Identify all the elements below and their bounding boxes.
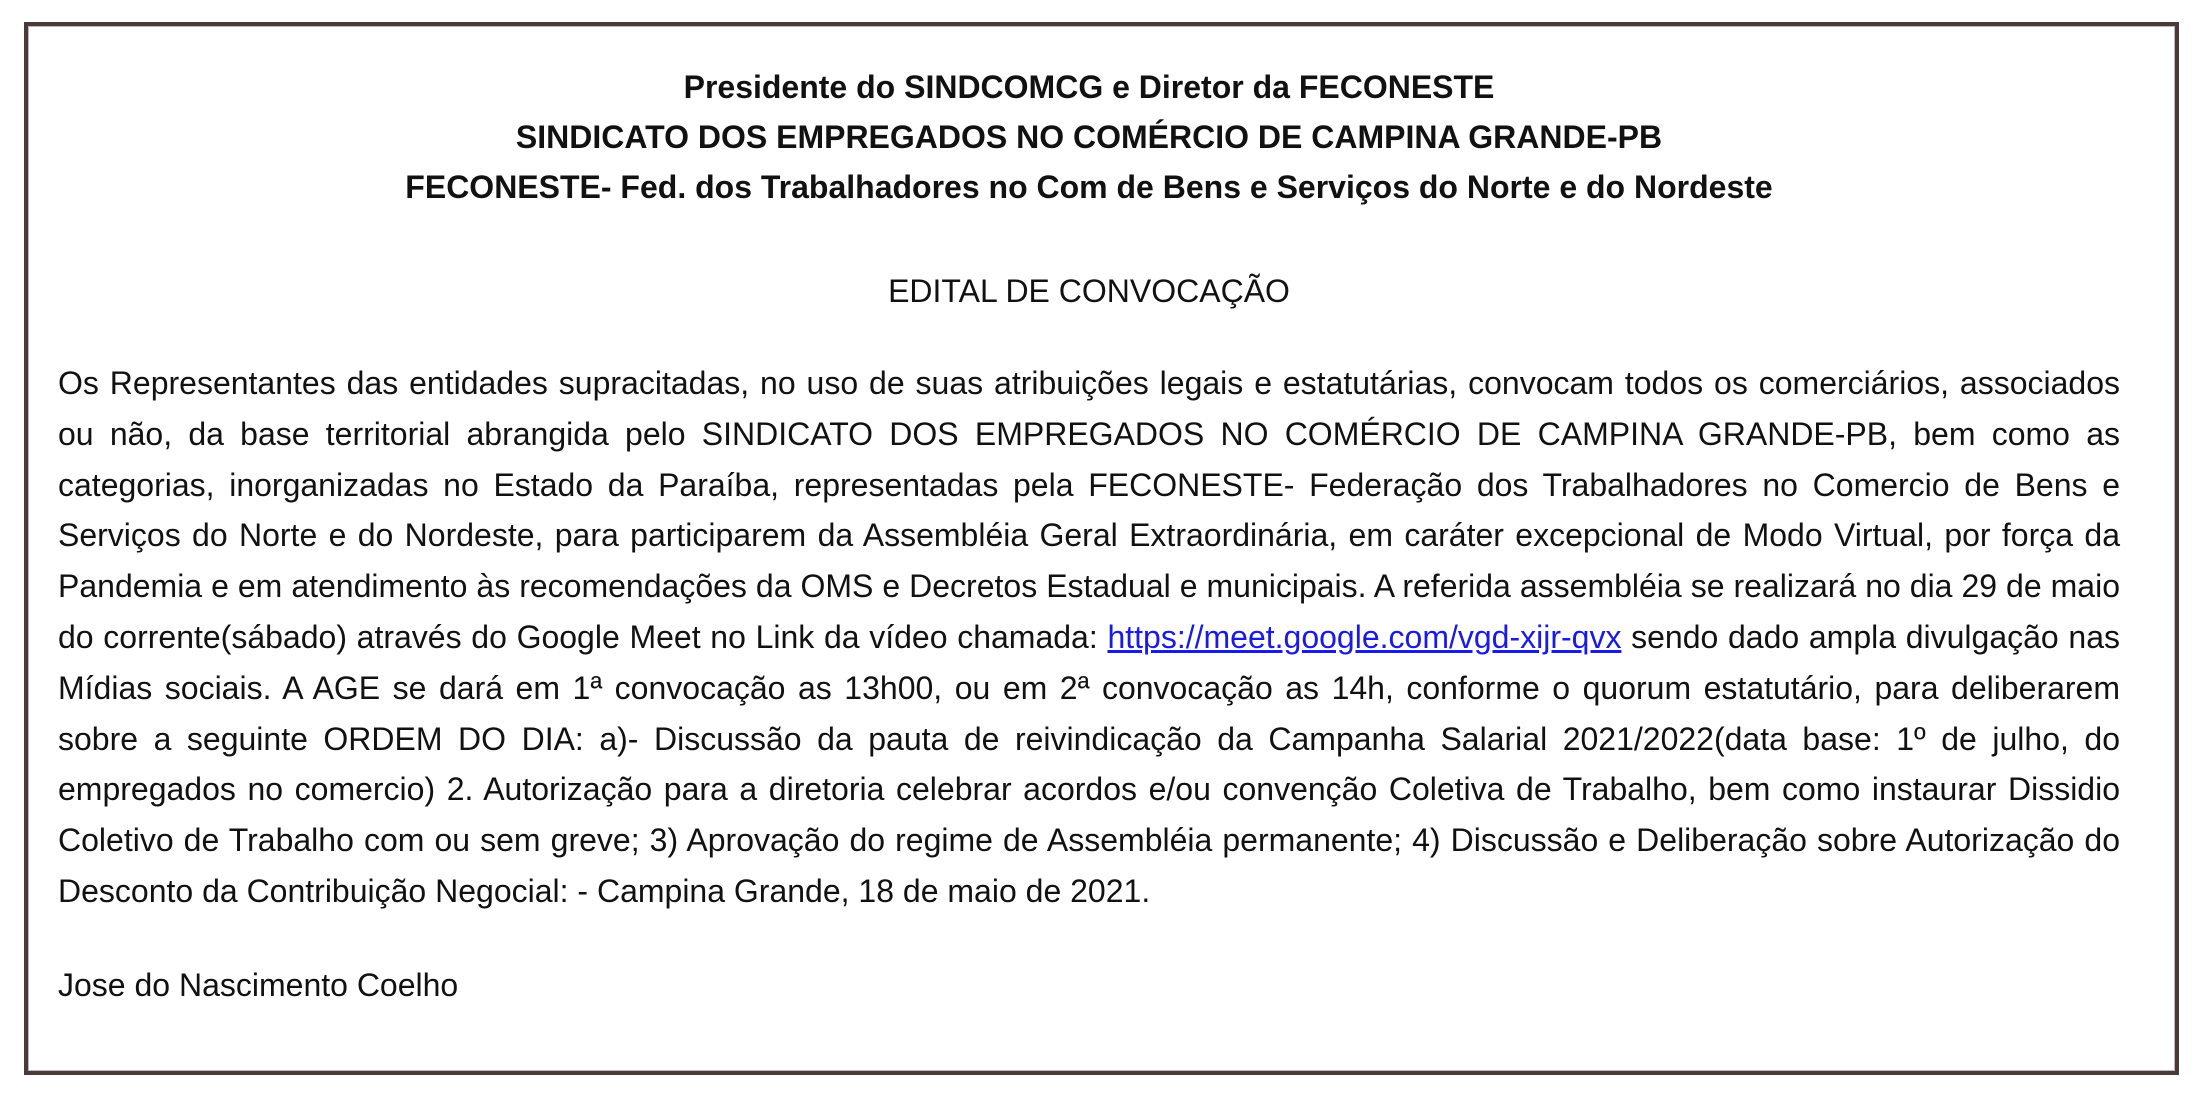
header-line-federation: FECONESTE- Fed. dos Trabalhadores no Com de Bens e Serviços do Norte e do Nordeste <box>405 169 1773 205</box>
body-text-after-link: sendo dado ampla divulgação nas Mídias sociais. A AGE se dará em 1ª convocação as 13h00, ou em 2ª convocação as 14h, conforme o quorum estatutário, para deliberarem sobre a seguinte ORDEM DO DIA: a)- Discussão da pauta de reivindicação da Campanha Salarial 2021/2022(data base: 1º de julho, do empregados no comercio) 2. Autorização para a diretoria celebrar acordos e/ou convenção Coletiva de Trabalho, bem como instaurar Dissidio Coletivo de Trabalho com ou sem greve; 3) Aprovação do regime de Assembléia permanente; 4) Discussão e Deliberação sobre Autorização do Desconto da Contribuição Negocial: - Campina Grande, 18 de maio de 2021. <box>58 618 2121 909</box>
header-line-union: SINDICATO DOS EMPREGADOS NO COMÉRCIO DE CAMPINA GRANDE-PB <box>515 119 1663 155</box>
notice-body <box>58 358 2120 917</box>
notice-content <box>58 62 2120 1010</box>
meet-link[interactable]: https://meet.google.com/vgd-xijr-qvx <box>1107 618 1622 655</box>
body-text-before-link: Os Representantes das entidades supracitadas, no uso de suas atribuições legais e estatutárias, convocam todos os comerciários, associados ou não, da base territorial abrangida pelo SINDICATO DOS EMPREGADOS NO COMÉRCIO DE CAMPINA GRANDE-PB, bem como as categorias, inorganizadas no Estado da Paraíba, representadas pela FECONESTE- Federação dos Trabalhadores no Comercio de Bens e Serviços do Norte e do Nordeste, para participarem da Assembléia Geral Extraordinária, em caráter excepcional de Modo Virtual, por força da Pandemia e em atendimento às recomendações da OMS e Decretos Estadual e municipais. A referida assembléia se realizará no dia 29 de maio do corrente(sábado) através do Google Meet no Link da vídeo chamada: <box>58 365 2120 655</box>
header-line-president: Presidente do SINDCOMCG e Diretor da FECONESTE <box>683 69 1495 105</box>
signature: Jose do Nascimento Coelho <box>58 966 459 1003</box>
notice-title: EDITAL DE CONVOCAÇÃO <box>888 273 1290 309</box>
